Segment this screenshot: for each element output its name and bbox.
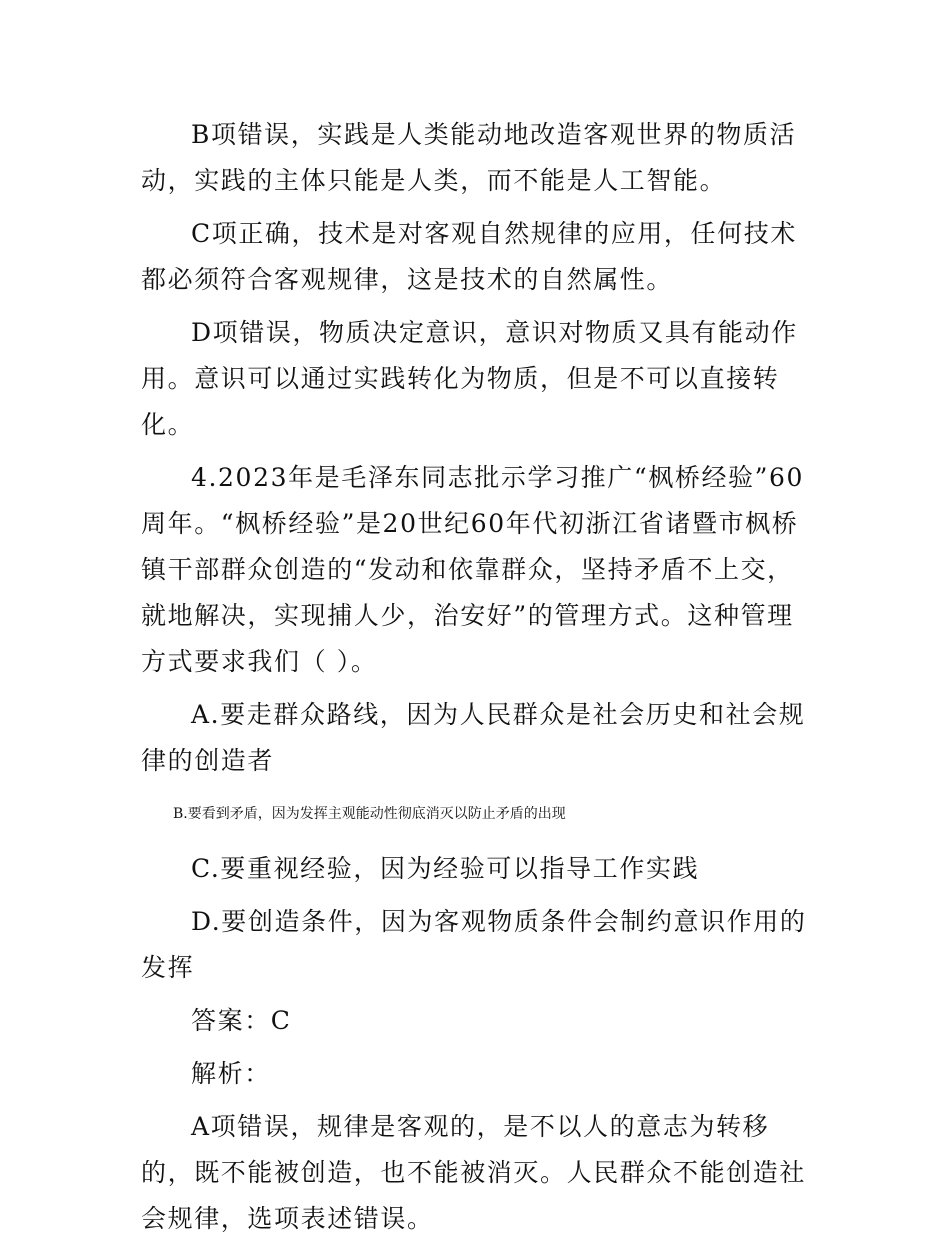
document-body [141,112,813,1249]
paragraph-option-b-analysis: B项错误，实践是人类能动地改造客观世界的物质活动，实践的主体只能是人类，而不能是人工智能。 [141,120,797,195]
question-4-option-c: C.要重视经验，因为经验可以指导工作实践 [191,854,700,883]
analysis-heading: 解析： [191,1059,271,1088]
question-4-option-b: B.要看到矛盾，因为发挥主观能动性彻底消灭以防止矛盾的出现 [173,806,566,822]
question-4-stem: 4.2023年是毛泽东同志批示学习推广“枫桥经验”60周年。“枫桥经验”是20世纪60年代初浙江省诸暨市枫桥镇干部群众创造的“发动和依靠群众，坚持矛盾不上交，就地解决，实现捕人少，治安好”的管理方式。这种管理方式要求我们（ ）。 [141,463,805,676]
paragraph-option-d-analysis: D项错误，物质决定意识，意识对物质又具有能动作用。意识可以通过实践转化为物质，但是不可以直接转化。 [141,318,798,439]
answer-line: 答案：C [191,1006,292,1035]
paragraph-option-c-analysis: C项正确，技术是对客观自然规律的应用，任何技术都必须符合客观规律，这是技术的自然属性。 [141,219,797,294]
question-4-option-a: A.要走群众路线，因为人民群众是社会历史和社会规律的创造者 [141,700,806,775]
question-4-option-d: D.要创造条件，因为客观物质条件会制约意识作用的发挥 [141,907,807,982]
paragraph-option-a-analysis: A项错误，规律是客观的，是不以人的意志为转移的，既不能被创造，也不能被消灭。人民群众不能创造社会规律，选项表述错误。 [141,1112,807,1233]
